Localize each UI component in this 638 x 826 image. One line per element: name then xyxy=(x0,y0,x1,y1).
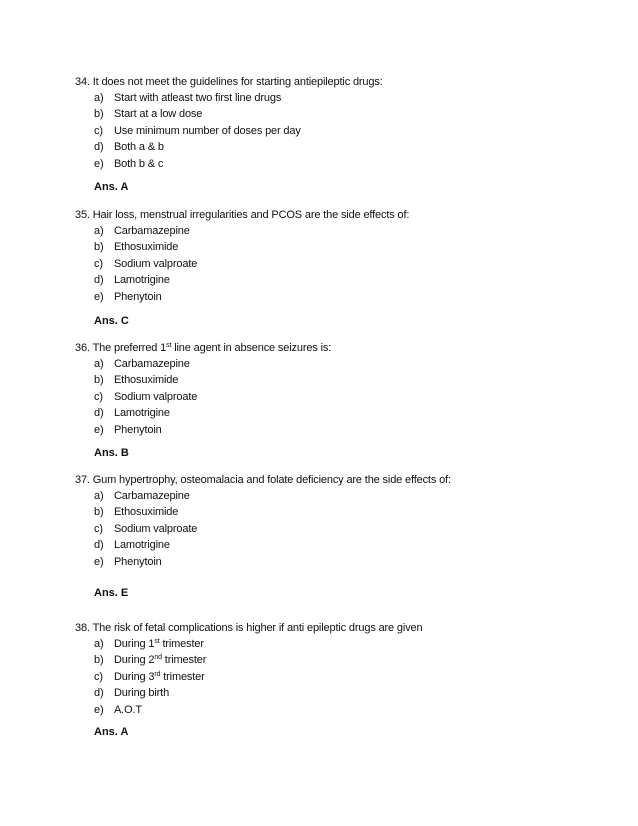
option: d) Lamotrigine xyxy=(94,539,170,552)
option: c) Use minimum number of doses per day xyxy=(94,124,301,137)
question-text: 37. Gum hypertrophy, osteomalacia and folate deficiency are the side effects of: xyxy=(75,474,451,486)
option: a) During 1st trimester xyxy=(94,638,204,650)
option: a) Carbamazepine xyxy=(94,225,190,237)
option: a) Carbamazepine xyxy=(94,358,190,370)
option: a) Carbamazepine xyxy=(94,490,190,502)
question-38 xyxy=(75,620,422,718)
question-text: 35. Hair loss, menstrual irregularities and PCOS are the side effects of: xyxy=(75,209,410,221)
answer-37: Ans. E xyxy=(94,587,129,599)
option: d) Both a & b xyxy=(94,141,164,154)
option: b) Start at a low dose xyxy=(94,108,203,121)
option: e) A.O.T xyxy=(94,703,142,716)
option: b) Ethosuximide xyxy=(94,241,179,254)
option: c) Sodium valproate xyxy=(94,390,198,403)
option: b) Ethosuximide xyxy=(94,506,179,519)
option: e) Both b & c xyxy=(94,157,164,170)
answer-36: Ans. B xyxy=(94,447,129,459)
option: e) Phenytoin xyxy=(94,290,162,303)
option: d) Lamotrigine xyxy=(94,274,170,287)
question-text: 34. It does not meet the guidelines for starting antiepileptic drugs: xyxy=(75,76,383,88)
question-37 xyxy=(75,472,451,570)
question-text: 38. The risk of fetal complications is higher if anti epileptic drugs are given xyxy=(75,622,423,634)
answer-34: Ans. A xyxy=(94,181,129,193)
option: d) Lamotrigine xyxy=(94,407,170,420)
option: e) Phenytoin xyxy=(94,423,162,436)
question-35 xyxy=(75,207,409,305)
option: a) Start with atleast two first line drugs xyxy=(94,92,282,104)
option: c) During 3rd trimester xyxy=(94,670,205,683)
question-34 xyxy=(75,74,383,172)
option: b) During 2nd trimester xyxy=(94,654,207,667)
answer-35: Ans. C xyxy=(94,315,129,327)
option: e) Phenytoin xyxy=(94,555,162,568)
question-36 xyxy=(75,340,331,438)
answer-38: Ans. A xyxy=(94,726,129,738)
question-text: 36. The preferred 1st line agent in absence seizures is: xyxy=(75,342,332,354)
option: b) Ethosuximide xyxy=(94,374,179,387)
option: c) Sodium valproate xyxy=(94,257,198,270)
option: d) During birth xyxy=(94,687,170,700)
option: c) Sodium valproate xyxy=(94,522,198,535)
